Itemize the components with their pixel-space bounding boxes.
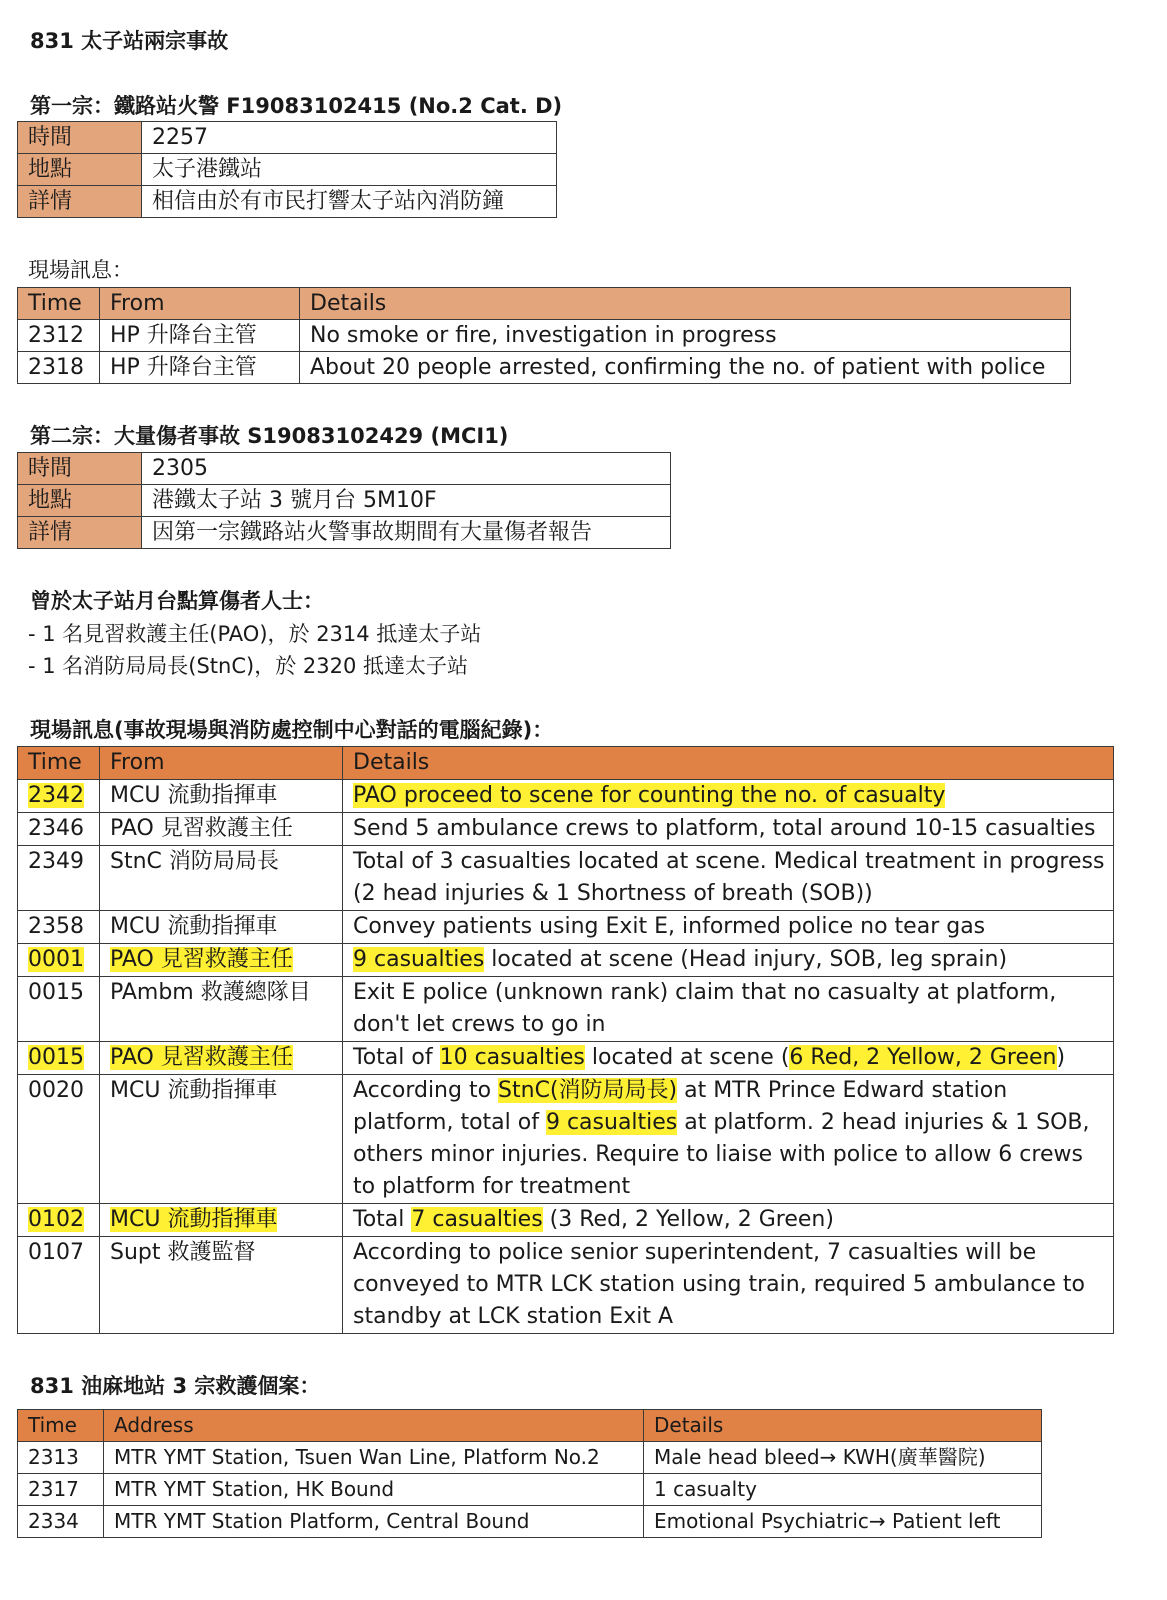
counting-heading: 曾於太子站月台點算傷者人士：	[30, 589, 324, 613]
log-time: 0015	[18, 977, 100, 1042]
log-time: 2318	[18, 352, 100, 384]
table-header-row	[18, 1410, 1042, 1442]
table-row	[18, 517, 671, 549]
table-header-row	[18, 747, 1114, 780]
details-text: located at scene (	[584, 1045, 790, 1070]
log-details: Exit E police (unknown rank) claim that no casualty at platform, don't let crews to go in	[343, 977, 1114, 1042]
table-row	[18, 911, 1114, 944]
ymt-table	[17, 1409, 1042, 1538]
incident2-log-table	[17, 746, 1114, 1334]
info-value: 港鐵太子站 3 號月台 5M10F	[142, 485, 671, 517]
table-row	[18, 1042, 1114, 1075]
document-title: 831 太子站兩宗事故	[30, 29, 229, 53]
table-row	[18, 1075, 1114, 1204]
case-time: 2313	[18, 1442, 104, 1474]
table-row	[18, 977, 1114, 1042]
table-row	[18, 154, 557, 186]
table-row	[18, 846, 1114, 911]
log-time: 2346	[18, 813, 100, 846]
table-row	[18, 1442, 1042, 1474]
highlight: 9 casualties	[545, 1110, 678, 1135]
log-from	[100, 1204, 343, 1237]
table-row	[18, 320, 1071, 352]
table-row	[18, 485, 671, 517]
log-from: MCU 流動指揮車	[100, 911, 343, 944]
highlight: 2342	[28, 783, 84, 808]
log-time: 2358	[18, 911, 100, 944]
incident2-heading: 第二宗：大量傷者事故 S19083102429 (MCI1)	[30, 424, 509, 448]
details-text: Total of	[353, 1045, 440, 1070]
table-row	[18, 453, 671, 485]
log-details: Total of 3 casualties located at scene. Medical treatment in progress (2 head injuries & 1 Shortness of breath (SOB))	[343, 846, 1114, 911]
log-details	[343, 944, 1114, 977]
incident1-heading: 第一宗：鐵路站火警 F19083102415 (No.2 Cat. D)	[30, 94, 563, 118]
log-time: 2312	[18, 320, 100, 352]
log-from: PAmbm 救護總隊目	[100, 977, 343, 1042]
highlight: StnC(消防局局長)	[498, 1078, 678, 1103]
log-time: 2349	[18, 846, 100, 911]
log-details: About 20 people arrested, confirming the no. of patient with police	[300, 352, 1071, 384]
highlight: PAO 見習救護主任	[110, 1045, 293, 1070]
log-from: MCU 流動指揮車	[100, 1075, 343, 1204]
counting-item: - 1 名見習救護主任(PAO)，於 2314 抵達太子站	[28, 622, 482, 646]
log-time: 0020	[18, 1075, 100, 1204]
details-text: Total	[353, 1207, 412, 1232]
log-from: HP 升降台主管	[100, 320, 300, 352]
incident1-log-heading: 現場訊息：	[28, 258, 133, 282]
log-time	[18, 1042, 100, 1075]
log-details: Send 5 ambulance crews to platform, total around 10-15 casualties	[343, 813, 1114, 846]
highlight: 9 casualties	[353, 947, 485, 972]
log-from: PAO 見習救護主任	[100, 813, 343, 846]
details-text: located at scene (Head injury, SOB, leg sprain)	[484, 947, 1008, 972]
table-row	[18, 780, 1114, 813]
log-from: MCU 流動指揮車	[100, 780, 343, 813]
log-details	[343, 1204, 1114, 1237]
highlight: 10 casualties	[439, 1045, 585, 1070]
highlight: 0001	[28, 947, 84, 972]
table-row	[18, 1237, 1114, 1334]
case-details: 1 casualty	[644, 1474, 1042, 1506]
log-details: Convey patients using Exit E, informed police no tear gas	[343, 911, 1114, 944]
incident1-log-table	[17, 287, 1071, 384]
log-time: 0107	[18, 1237, 100, 1334]
log-from: HP 升降台主管	[100, 352, 300, 384]
details-text: (3 Red, 2 Yellow, 2 Green)	[542, 1207, 834, 1232]
info-label: 詳情	[18, 517, 142, 549]
highlight: PAO 見習救護主任	[110, 947, 293, 972]
col-header-time: Time	[18, 747, 100, 780]
table-row	[18, 1204, 1114, 1237]
log-details: According to police senior superintendent, 7 casualties will be conveyed to MTR LCK station using train, required 5 ambulance to standby at LCK station Exit A	[343, 1237, 1114, 1334]
case-details: Emotional Psychiatric→ Patient left	[644, 1506, 1042, 1538]
table-row	[18, 944, 1114, 977]
case-address: MTR YMT Station Platform, Central Bound	[104, 1506, 644, 1538]
info-value: 2257	[142, 122, 557, 154]
incident2-log-heading: 現場訊息(事故現場與消防處控制中心對話的電腦紀錄)：	[30, 718, 554, 742]
table-row	[18, 1506, 1042, 1538]
col-header-details: Details	[343, 747, 1114, 780]
ymt-heading: 831 油麻地站 3 宗救護個案：	[30, 1374, 321, 1398]
col-header-address: Address	[104, 1410, 644, 1442]
col-header-details: Details	[300, 288, 1071, 320]
info-label: 時間	[18, 453, 142, 485]
col-header-from: From	[100, 288, 300, 320]
table-row	[18, 1474, 1042, 1506]
log-details: No smoke or fire, investigation in progress	[300, 320, 1071, 352]
info-value: 太子港鐵站	[142, 154, 557, 186]
highlight: 6 Red, 2 Yellow, 2 Green	[789, 1045, 1057, 1070]
info-value: 2305	[142, 453, 671, 485]
info-label: 時間	[18, 122, 142, 154]
highlight: PAO proceed to scene for counting the no. of casualty	[353, 783, 946, 808]
table-row	[18, 186, 557, 218]
log-details	[343, 780, 1114, 813]
log-time	[18, 1204, 100, 1237]
col-header-time: Time	[18, 1410, 104, 1442]
details-text: at platform. 2 head injuries & 1 SOB, others minor injuries. Require to liaise with police to allow 6 crews to platform for treatment	[353, 1110, 1090, 1199]
info-label: 地點	[18, 154, 142, 186]
highlight: 7 casualties	[411, 1207, 543, 1232]
table-row	[18, 813, 1114, 846]
info-label: 地點	[18, 485, 142, 517]
case-details: Male head bleed→ KWH(廣華醫院)	[644, 1442, 1042, 1474]
log-from: StnC 消防局局長	[100, 846, 343, 911]
highlight: 0102	[28, 1207, 84, 1232]
log-details	[343, 1075, 1114, 1204]
log-time	[18, 944, 100, 977]
log-time	[18, 780, 100, 813]
col-header-from: From	[100, 747, 343, 780]
log-from	[100, 944, 343, 977]
details-text: at MTR Prince Edward station platform, total of	[353, 1078, 1008, 1135]
highlight: 0015	[28, 1045, 84, 1070]
incident1-info-table	[17, 121, 557, 218]
col-header-details: Details	[644, 1410, 1042, 1442]
incident2-info-table	[17, 452, 671, 549]
table-header-row	[18, 288, 1071, 320]
col-header-time: Time	[18, 288, 100, 320]
case-address: MTR YMT Station, HK Bound	[104, 1474, 644, 1506]
highlight: MCU 流動指揮車	[110, 1207, 278, 1232]
table-row	[18, 122, 557, 154]
details-text: According to	[353, 1078, 499, 1103]
case-address: MTR YMT Station, Tsuen Wan Line, Platform No.2	[104, 1442, 644, 1474]
log-from: Supt 救護監督	[100, 1237, 343, 1334]
info-value: 相信由於有市民打響太子站內消防鐘	[142, 186, 557, 218]
details-text: )	[1056, 1045, 1066, 1070]
info-value: 因第一宗鐵路站火警事故期間有大量傷者報告	[142, 517, 671, 549]
log-from	[100, 1042, 343, 1075]
case-time: 2317	[18, 1474, 104, 1506]
table-row	[18, 352, 1071, 384]
case-time: 2334	[18, 1506, 104, 1538]
counting-item: - 1 名消防局局長(StnC)，於 2320 抵達太子站	[28, 654, 469, 678]
info-label: 詳情	[18, 186, 142, 218]
log-details	[343, 1042, 1114, 1075]
